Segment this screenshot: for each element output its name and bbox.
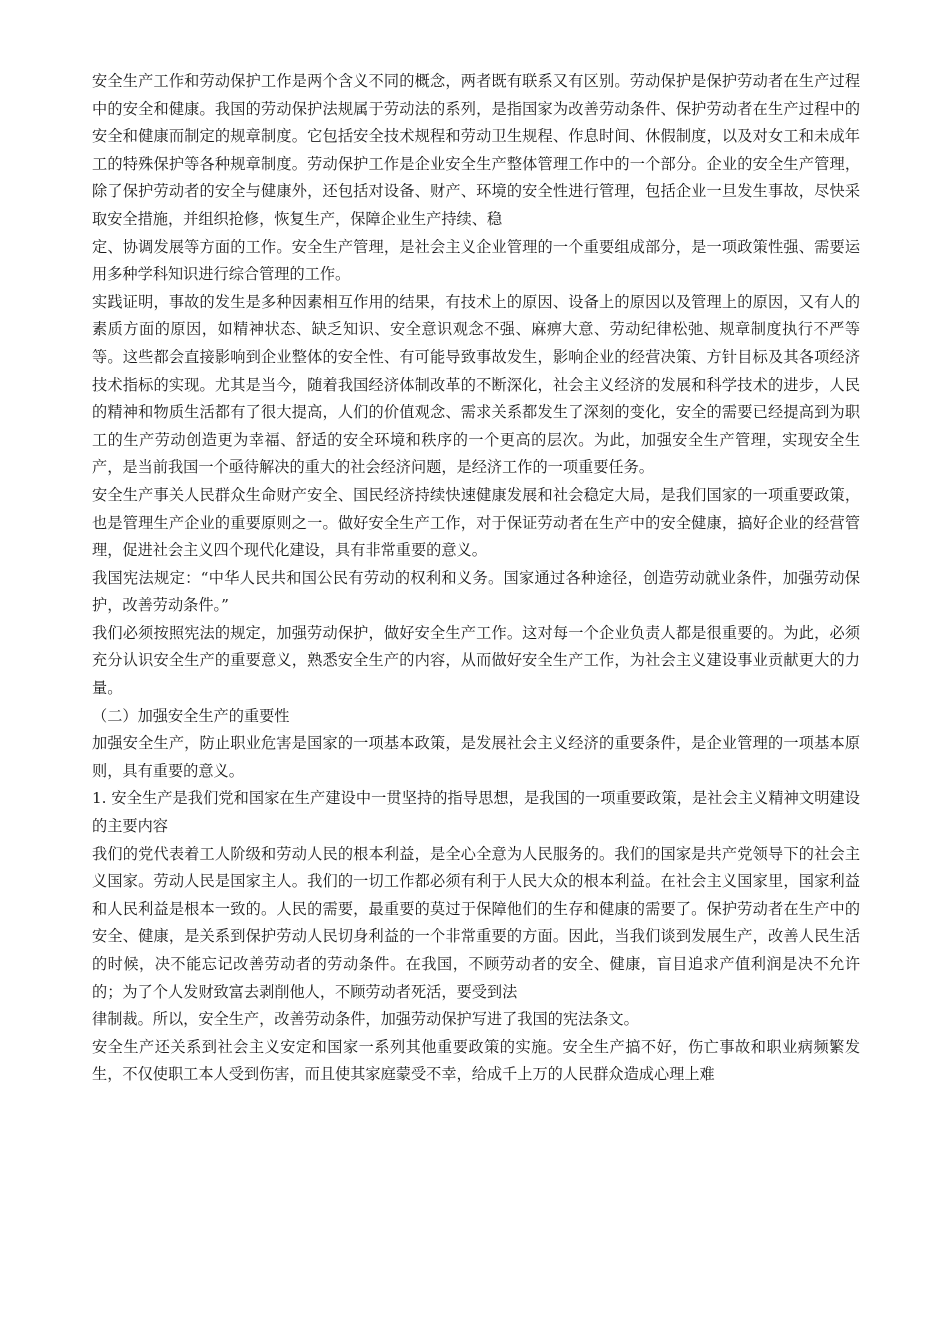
document-page [92,68,860,1089]
paragraph-legal-sanction: 律制裁。所以，安全生产，改善劳动条件，加强劳动保护写进了我国的宪法条文。 [92,1010,639,1029]
paragraph-constitution-quote: 我国宪法规定：“中华人民共和国公民有劳动的权利和义务。国家通过各种途径，创造劳动就业条件，加强劳动保护，改善劳动条件。” [92,568,860,615]
paragraph-safety-policy: 安全生产事关人民群众生命财产安全、国民经济持续快速健康发展和社会稳定大局，是我们国家的一项重要政策，也是管理生产企业的重要原则之一。做好安全生产工作，对于保证劳动者在生产中的安全健康，搞好企业的经营管理，促进社会主义四个现代化建设，具有非常重要的意义。 [92,485,860,560]
paragraph-importance-intro: 加强安全生产，防止职业危害是国家的一项基本政策，是发展社会主义经济的重要条件，是企业管理的一项基本原则，具有重要的意义。 [92,734,860,780]
paragraph-party-interests: 我们的党代表着工人阶级和劳动人民的根本利益，是全心全意为人民服务的。我们的国家是共产党领导下的社会主义国家。劳动人民是国家主人。我们的一切工作都必须有利于人民大众的根本利益。在社会主义国家里，国家利益和人民利益是根本一致的。人民的需要，最重要的莫过于保障他们的生存和健康的需要了。保护劳动者在生产中的安全、健康，是关系到保护劳动人民切身利益的一个非常重要的方面。因此，当我们谈到发展生产，改善人民生活的时候，决不能忘记改善劳动者的劳动条件。在我国，不顾劳动者的安全、健康，盲目追求产值利润是决不允许的；为了个人发财致富去剥削他人，不顾劳动者死活，要受到法 [92,844,860,1001]
paragraph-accident-causes: 实践证明，事故的发生是多种因素相互作用的结果，有技术上的原因、设备上的原因以及管理上的原因，又有人的素质方面的原因，如精神状态、缺乏知识、安全意识观念不强、麻痹大意、劳动纪律松弛、规章制度执行不严等等。这些都会直接影响到企业整体的安全性、有可能导致事故发生，影响企业的经营决策、方针目标及其各项经济技术指标的实现。尤其是当今，随着我国经济体制改革的不断深化，社会主义经济的发展和科学技术的进步，人民的精神和物质生活都有了很大提高，人们的价值观念、需求关系都发生了深刻的变化，安全的需要已经提高到为职工的生产劳动创造更为幸福、舒适的安全环境和秩序的一个更高的层次。为此，加强安全生产管理，实现安全生产，是当前我国一个亟待解决的重大的社会经济问题，是经济工作的一项重要任务。 [92,292,860,477]
paragraph-social-stability: 安全生产还关系到社会主义安定和国家一系列其他重要政策的实施。安全生产搞不好，伤亡事故和职业病频繁发生，不仅使职工本人受到伤害，而且使其家庭蒙受不幸，给成千上万的人民群众造成心理上难 [92,1037,860,1084]
paragraph-safety-management-continued: 定、协调发展等方面的工作。安全生产管理，是社会主义企业管理的一个重要组成部分，是一项政策性强、需要运用多种学科知识进行综合管理的工作。 [92,237,860,284]
section-heading-importance: （二）加强安全生产的重要性 [92,706,290,725]
paragraph-constitution-requirement: 我们必须按照宪法的规定，加强劳动保护，做好安全生产工作。这对每一个企业负责人都是很重要的。为此，必须充分认识安全生产的重要意义，熟悉安全生产的内容，从而做好安全生产工作，为社会主义建设事业贡献更大的力量。 [92,623,860,698]
numbered-item-1: 1. 安全生产是我们党和国家在生产建设中一贯坚持的指导思想，是我国的一项重要政策，是社会主义精神文明建设的主要内容 [92,789,860,836]
paragraph-labor-protection-concept: 安全生产工作和劳动保护工作是两个含义不同的概念，两者既有联系又有区别。劳动保护是保护劳动者在生产过程中的安全和健康。我国的劳动保护法规属于劳动法的系列，是指国家为改善劳动条件、保护劳动者在生产过程中的安全和健康而制定的规章制度。它包括安全技术规程和劳动卫生规程、作息时间、休假制度，以及对女工和未成年工的特殊保护等各种规章制度。劳动保护工作是企业安全生产整体管理工作中的一个部分。企业的安全生产管理，除了保护劳动者的安全与健康外，还包括对设备、财产、环境的安全性进行管理，包括企业一旦发生事故，尽快采取安全措施，并组织抢修，恢复生产，保障企业生产持续、稳 [92,72,860,228]
